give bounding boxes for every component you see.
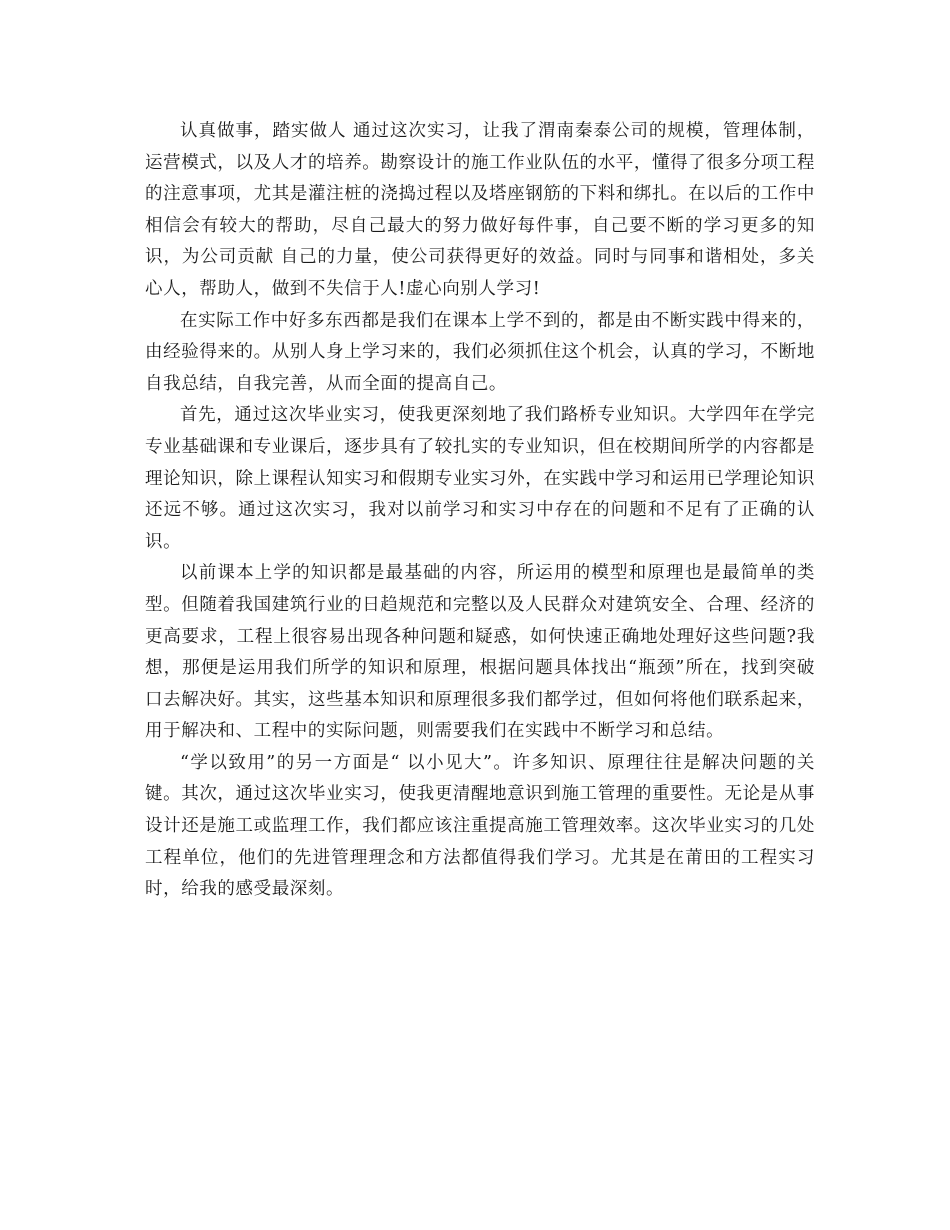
paragraph-2: 在实际工作中好多东西都是我们在课本上学不到的，都是由不断实践中得来的，由经验得来的。从别人身上学习来的，我们必须抓住这个机会，认真的学习，不断地自我总结，自我完善，从而全面的提高自己。	[145, 310, 815, 394]
paragraph-1: 认真做事，踏实做人 通过这次实习，让我了渭南秦泰公司的规模，管理体制，运营模式，以及人才的培养。勘察设计的施工作业队伍的水平，懂得了很多分项工程的注意事项，尤其是灌注桩的浇捣过程以及塔座钢筋的下料和绑扎。在以后的工作中相信会有较大的帮助，尽自己最大的努力做好每件事，自己要不断的学习更多的知识，为公司贡献 自己的力量，使公司获得更好的效益。同时与同事和谐相处，多关心人，帮助人，做到不失信于人!虚心向别人学习!	[145, 121, 815, 299]
paragraph-3: 首先，通过这次毕业实习，使我更深刻地了我们路桥专业知识。大学四年在学完专业基础课和专业课后，逐步具有了较扎实的专业知识，但在校期间所学的内容都是理论知识，除上课程认知实习和假期专业实习外，在实践中学习和运用已学理论知识还远不够。通过这次实习，我对以前学习和实习中存在的问题和不足有了正确的认识。	[145, 405, 815, 552]
document-body	[145, 116, 815, 906]
paragraph-5: “学以致用”的另一方面是“ 以小见大”。许多知识、原理往往是解决问题的关键。其次，通过这次毕业实习，使我更清醒地意识到施工管理的重要性。无论是从事设计还是施工或监理工作，我们都应该注重提高施工管理效率。这次毕业实习的几处工程单位，他们的先进管理理念和方法都值得我们学习。尤其是在莆田的工程实习时，给我的感受最深刻。	[145, 752, 815, 900]
paragraph-4: 以前课本上学的知识都是最基础的内容，所运用的模型和原理也是最简单的类型。但随着我国建筑行业的日趋规范和完整以及人民群众对建筑安全、合理、经济的更高要求，工程上很容易出现各种问题和疑惑，如何快速正确地处理好这些问题?我想，那便是运用我们所学的知识和原理，根据问题具体找出“瓶颈”所在，找到突破口去解决好。其实，这些基本知识和原理很多我们都学过，但如何将他们联系起来，用于解决和、工程中的实际问题，则需要我们在实践中不断学习和总结。	[145, 563, 815, 742]
